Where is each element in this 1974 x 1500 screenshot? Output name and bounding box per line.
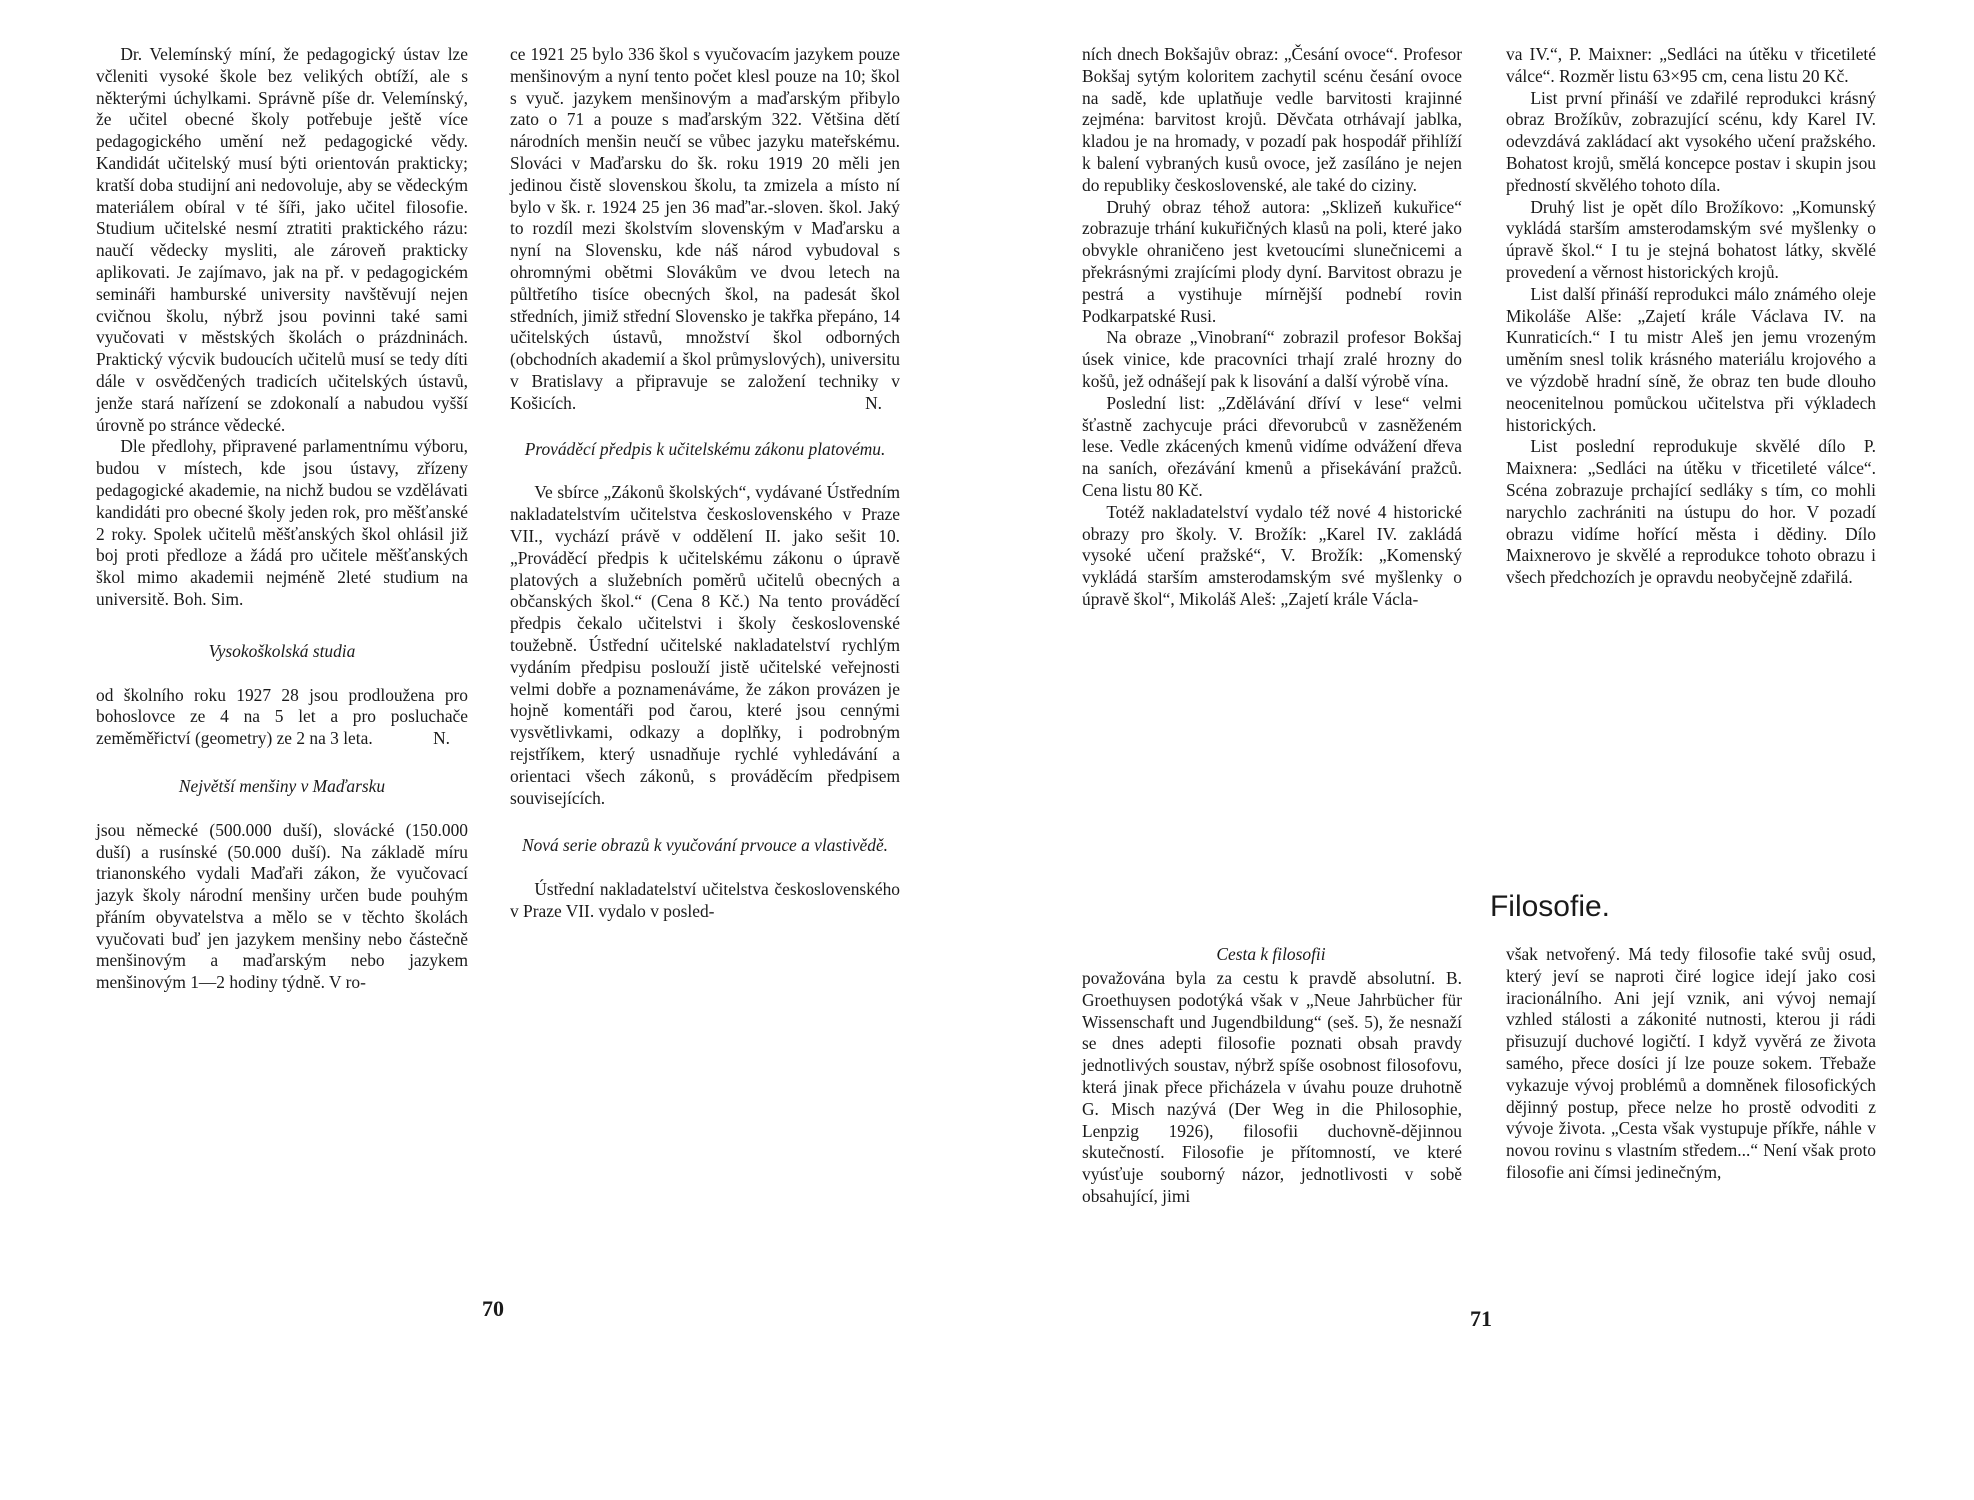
section-heading: Největší menšiny v Maďarsku [178,775,386,796]
paragraph-text: od školního roku 1927 28 jsou prodloužena pro bohoslovce ze 4 na 5 let a pro posluchače zeměměřictví (geometry) ze 2 na 3 leta. [96,684,468,749]
paragraph: List poslední reprodukuje skvělé dílo P. Maixnera: „Sedláci na útěku v třicetileté válce“. Scéna zobrazuje prchající sedláky s tím, co mohli narychlo zachrániti na ústupu do hor. V pozadí obrazu vidíme hořící města i dědiny. Dílo Maixnerovo je skvělé a reprodukce tohoto obrazu i všech předchozích je opravdu neobyčejně zdařilá. [1506,436,1876,588]
signature: N. [865,392,882,413]
left-page-column-2 [510,44,900,923]
paragraph [510,44,900,415]
right-page-column-2 [1506,44,1876,589]
paragraph: Poslední list: „Zdělávání dříví v lese“ velmi šťastně zachycuje práci dřevorubců v zasněženém lese. Vedle zkácených kmenů vidíme odvážení dřeva na saních, ořezávání kmenů a přisekávání pražců. Cena listu 80 Kč. [1082,392,1462,500]
page-number-right: 71 [1470,1306,1492,1331]
section-title-filosofie: Filosofie. [1489,890,1611,923]
paragraph: Ústřední nakladatelství učitelstva československého v Praze VII. vydalo v posled- [510,879,900,921]
section-heading: Vysokoškolská studia [208,640,356,661]
paragraph: však netvořený. Má tedy filosofie také svůj osud, který jeví se naproti čiré logice idejí jako cosi iracionálního. Ani její vznik, ani vývoj nemají vzhled stálosti a zákonité nutnosti, kterou ji rádi přisuzují duchové logičtí. I když vyvěrá ze života samého, přece dosíci jí lze pouze sokem. Třebaže vykazuje vývoj problémů a domněnek filosofických dějinný postup, přece nelze ho prostě odvoditi z vývoje života. „Cesta však vystupuje příkře, náhle v novou rovinu s vlastním středem...“ Není však proto filosofie ani čímsi jedinečným, [1506,944,1876,1182]
article-title: Cesta k filosofii [1216,944,1326,964]
paragraph [96,685,468,750]
paragraph: va IV.“, P. Maixner: „Sedláci na útěku v třicetileté válce“. Rozměr listu 63×95 cm, cena listu 20 Kč. [1506,44,1876,86]
paragraph: Ve sbírce „Zákonů školských“, vydávané Ústředním nakladatelstvím učitelstva československého v Praze VII., vychází právě v oddělení II. jako sešit 10. „Prováděcí předpis k učitelskému zákonu o úpravě platových a služebních poměrů učitelů obecných a občanských škol.“ (Cena 8 Kč.) Na tento prováděcí předpis čekalo učitelstvi i školy československé toužebně. Ústřední učitelské nakladatelství rychlým vydáním předpisu poslouží jistě učitelské veřejnosti velmi dobře a poznamenáváme, že zákon provázen je hojně komentáři pod čarou, které jsou cennými vysvětlivkami, odkazy a doplňky, i podrobným rejstříkem, který usnadňuje rychlé vyhledávání a orientaci všech zákonů, s prováděcím předpisem souvisejících. [510,482,900,808]
page-number-left: 70 [482,1296,504,1321]
paragraph: Druhý list je opět dílo Brožíkovo: „Komunský vykládá starším amsterodamským své myšlenky o úpravě škol.“ I tu je stejná bohatost látky, skvělé provedení a věrnost historických krojů. [1506,196,1876,282]
paragraph: Druhý obraz téhož autora: „Sklizeň kukuřice“ zobrazuje trhání kukuřičných klasů na poli, které jako obvykle ohraničeno jest kvetoucími slunečnicemi a překrásnými zrajícími plody dyní. Barvitost obrazu je pestrá a vystihuje mírnější podnebí rovin Podkarpatské Rusi. [1082,196,1462,326]
signature: N. [433,728,450,749]
paragraph: List další přináší reprodukci málo známého oleje Mikoláše Alše: „Zajetí krále Václava IV. na Kunraticích.“ I tu mistr Aleš jen jemu vrozeným uměním snesl tolik krásného materiálu krojového a ve výzdobě hradní síně, že obraz ten bude dlouho neocenitelnou pomůckou učitelstva při výkladech historických. [1506,283,1876,435]
left-page-column-1 [96,44,468,994]
paragraph: Dr. Velemínský míní, že pedagogický ústav lze včleniti vysoké škole bez velikých obtíží, ale s některými úchylkami. Správně píše dr. Velemínský, že učitel obecné školy potřebuje ještě více pedagogického umění než pedagogické vědy. Kandidát učitelský musí býti orientován prakticky; kratší doba studijní ani nedovoluje, aby se vědeckým materiálem obíral v té šíři, jako učitel filosofie. Studium učitelské nesmí ztratiti praktického rázu: naučí vědecky mysliti, ale zároveň prakticky aplikovati. Je zajímavo, jak na př. v pedagogickém semináři hamburské university navštěvují nejen cvičnou školu, nýbrž jsou povinni také sami vyučovati v městských školách o prázdninách. Praktický výcvik budoucích učitelů musí se tedy díti dále v osvědčených tradicích učitelských ústavů, jenže stará nařízení se zdokonalí a nabudou vyšší úrovně po stránce vědecké. [96,44,468,435]
section-heading: Prováděcí předpis k učitelskému zákonu platovému. [524,438,886,459]
filosofie-column-2 [1506,944,1876,1184]
paragraph: Totéž nakladatelství vydalo též nové 4 historické obrazy pro školy. V. Brožík: „Karel IV. zakládá vysoké učení pražské“, V. Brožík: „Komenský vykládá starším amsterodamským své myšlenky o úpravě škol“, Mikoláš Aleš: „Zajetí krále Václa- [1082,501,1462,609]
filosofie-column-1 [1082,968,1462,1208]
paragraph: považována byla za cestu k pravdě absolutní. B. Groethuysen podotýká však v „Neue Jahrbücher für Wissenschaft und Jugendbildung“ (seš. 5), že nesnaží se dnes adepti filosofie poznati obsah pravdy jednotlivých soustav, nýbrž spíše osobnost filosofovu, která jinak přece přicházela v úvahu pouze druhotně G. Misch nazývá (Der Weg in die Philosophie, Lenpzig 1926), filosofii duchovně-dějinnou skutečností. Filosofie je přítomností, ve které vyúsťuje souborný názor, jednotlivosti v sobě obsahující, jimi [1082,968,1462,1206]
paragraph: ních dnech Bokšajův obraz: „Česání ovoce“. Profesor Bokšaj sytým koloritem zachytil scénu česání ovoce na sadě, kde uplatňuje vedle barvitosti krajinné zejména: barvitost krojů. Děvčata otrhávají jablka, kladou je na hromady, v pozadí pak hospodář přihlíží k balení vybraných kusů ovoce, jež zasíláno je nejen do republiky československé, ale také do ciziny. [1082,44,1462,195]
paragraph [96,436,468,610]
section-heading: Nová serie obrazů k vyučování prvouce a vlastivědě. [521,835,889,856]
signature: Boh. Sim. [173,588,244,609]
paragraph: List první přináší ve zdařilé reprodukci krásný obraz Brožíkův, zobrazující scénu, kdy Karel IV. odevzdává zakládací akt vysokého učení pražského. Bohatost krojů, smělá koncepce postav i skupin jsou předností skvělého tohoto díla. [1506,87,1876,195]
paragraph: Na obraze „Vinobraní“ zobrazil profesor Bokšaj úsek vinice, kde pracovníci trhají zralé hrozny do košů, jež odnášejí pak k lisování a další výrobě vína. [1082,327,1462,391]
paragraph: jsou německé (500.000 duší), slovácké (150.000 duší) a rusínské (50.000 duší). Na základě míru trianonského vydali Maďaři zákon, že vyučovací jazyk školy národní menšiny určen bude pouhým přáním obyvatelstva a mělo se v těchto školách vyučovati buď jen jazykem menšiny nebo částečně menšinovým a maďarským nebo jazykem menšinovým 1—2 hodiny týdně. V ro- [96,819,468,993]
right-page-column-1 [1082,44,1462,611]
paragraph-text: ce 1921 25 bylo 336 škol s vyučovacím jazykem pouze menšinovým a nyní tento počet klesl pouze na 10; škol s vyuč. jazykem menšinovým a maďarským přibylo zato o 71 a pouze s maďarským 322. Většina dětí národních menšin neučí se vůbec jazyku mateřskému. Slováci v Maďarsku do šk. roku 1919 20 měli jen jedinou čistě slovenskou školu, ta zmizela a místo ní bylo v šk. r. 1924 25 jen 36 maď'ar.-sloven. škol. Jaký to rozdíl mezi školstvím slovenským v Maďarsku a nyní na Slovensku, kde náš národ vybudoval s ohromnými obětmi Slovákům ve dvou letech na půltřetího tisíce obecných škol, na padesát škol středních, jimiž střední Slovensko je takřka přepáno, 14 učitelských ústavů, množství škol odborných (obchodních akademií a škol průmyslových), universitu v Bratislavy a připravuje se založení techniky v Košicích. [510,44,900,413]
paragraph-text: Dle předlohy, připravené parlamentnímu výboru, budou v místech, kde jsou ústavy, zřízeny pedagogické akademie, na nichž budou se vzdělávati kandidáti pro obecné školy jeden rok, pro měšťanské 2 roky. Spolek učitelů měšťanských škol ohlásil již boj proti předloze a žádá pro učitele měšťanských škol mimo akademii nejméně 2leté studium na universitě. [96,436,468,609]
